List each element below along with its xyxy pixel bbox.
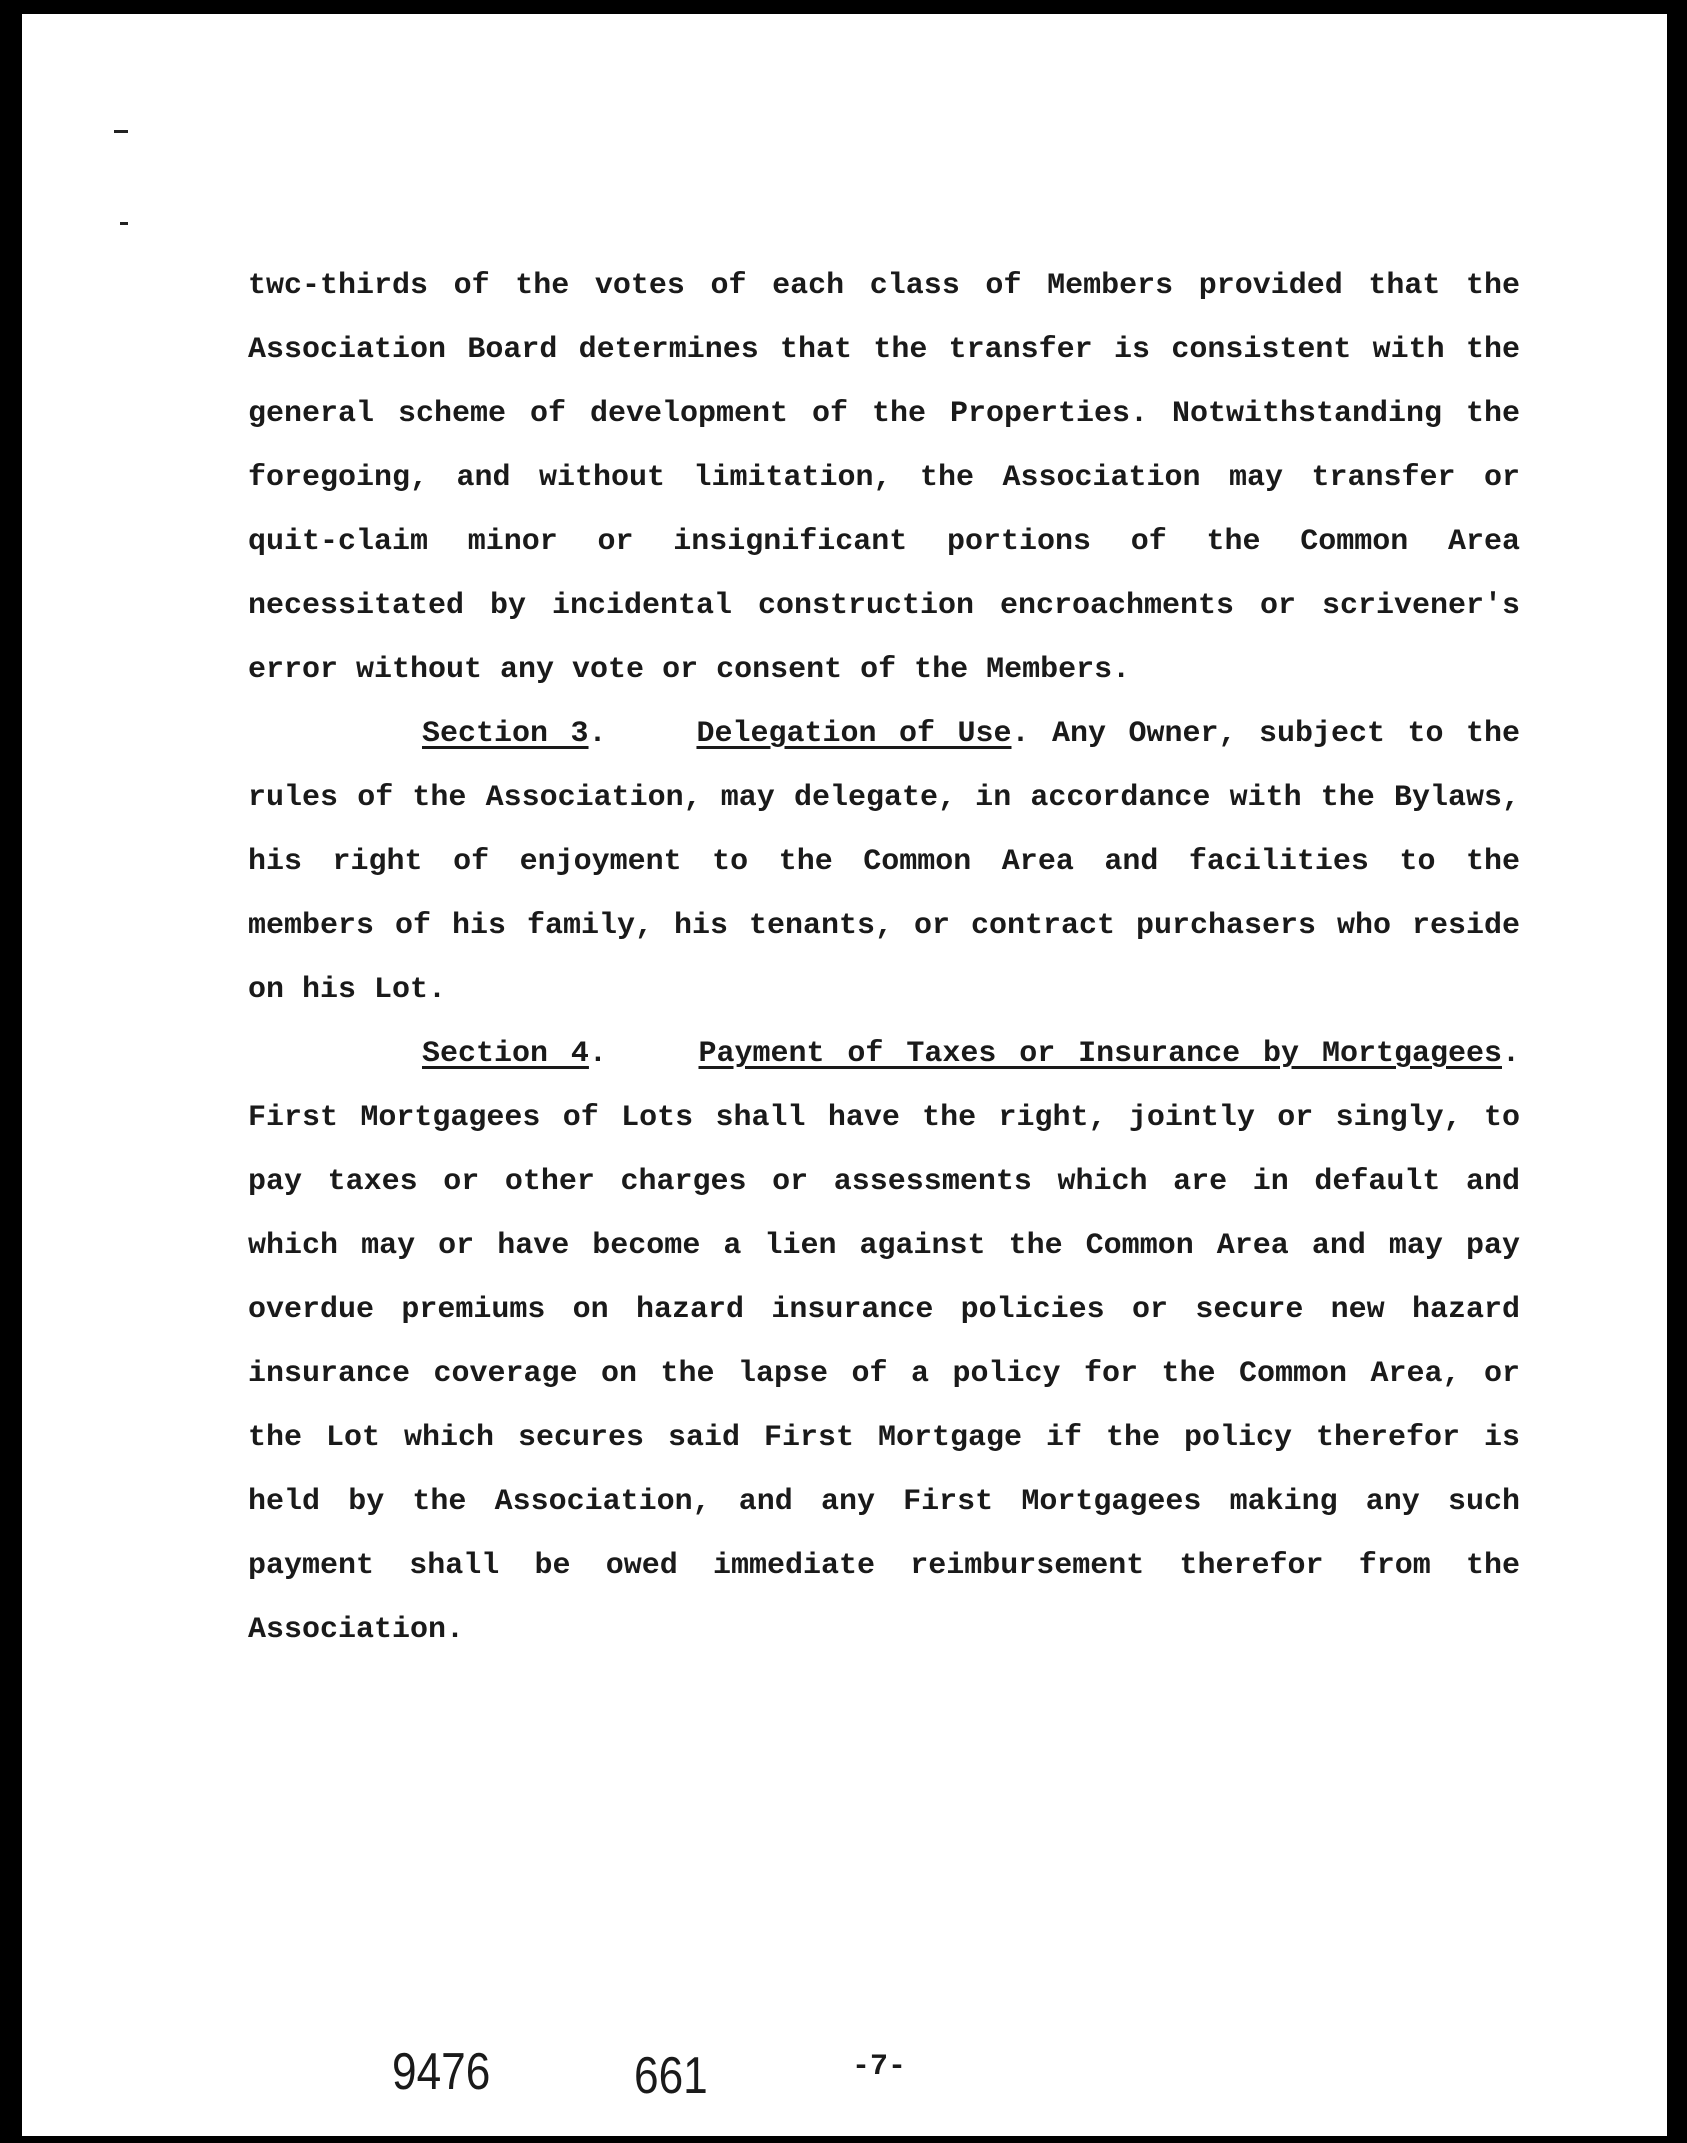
paragraph-section-4: Section 4. Payment of Taxes or Insurance by Mortgagees. First Mortgagees of Lots shall have the right, jointly or singly, to pay taxes or other charges or assessments which are in default and which may or have become a lien against the Common Area and may pay overdue premiums on hazard insurance policies or secure new hazard insurance coverage on the lapse of a policy for the Common Area, or the Lot which secures said First Mortgage if the policy therefor is held by the Association, and any First Mortgagees making any such payment shall be owed immediate reimbursement therefor from the Association.: [248, 1037, 1520, 1647]
section-label: Section 4: [422, 1037, 589, 1071]
margin-mark: [114, 130, 128, 133]
paragraph-text: twc-thirds of the votes of each class of Members provided that the Association Board determines that the transfer is consistent with the general scheme of development of the Properties. Notwithstanding the foregoing, and without limitation, the Association may transfer or quit-claim minor or insignificant portions of the Common Area necessitated by incidental construction encroachments or scrivener's error without any vote or consent of the Members.: [248, 269, 1520, 687]
paragraph-continuation: [248, 254, 1520, 702]
section-label: Section 3: [422, 717, 589, 751]
document-page: [22, 14, 1667, 2136]
margin-mark: [120, 222, 128, 225]
paragraph-section-3: Section 3. Delegation of Use. Any Owner, subject to the rules of the Association, may delegate, in accordance with the Bylaws, his right of enjoyment to the Common Area and facilities to the members of his family, his tenants, or contract purchasers who reside on his Lot.: [248, 717, 1521, 1007]
section-heading: Delegation of Use: [696, 717, 1012, 751]
section-heading: Payment of Taxes or Insurance by Mortgagees: [698, 1037, 1502, 1071]
page-sequence: -7-: [852, 2050, 907, 2084]
paragraph-text: First Mortgagees of Lots shall have the right, jointly or singly, to pay taxes or other charges or assessments which are in default and which may or have become a lien against the Common Area and may pay overdue premiums on hazard insurance policies or secure new hazard insurance coverage on the lapse of a policy for the Common Area, or the Lot which secures said First Mortgage if the policy therefor is held by the Association, and any First Mortgagees making any such payment shall be owed immediate reimbursement therefor from the Association.: [248, 1101, 1520, 1647]
paragraph-text: Any Owner, subject to the rules of the Association, may delegate, in accordance with the Bylaws, his right of enjoyment to the Common Area and facilities to the members of his family, his tenants, or contract purchasers who reside on his Lot.: [248, 717, 1521, 1007]
book-number: 9476: [392, 2043, 491, 2101]
recording-page-number: 661: [634, 2047, 708, 2105]
document-body: [248, 254, 1520, 1662]
